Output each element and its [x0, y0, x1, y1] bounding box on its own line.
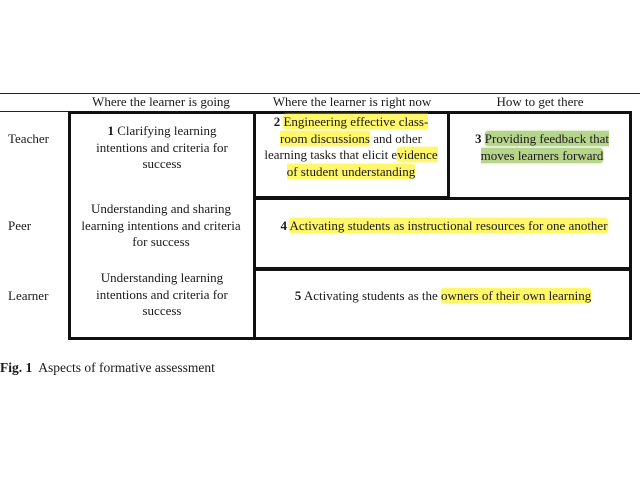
highlight-green: Providing feedback that moves learners forward — [480, 131, 609, 163]
strategy-number: 4 — [280, 218, 287, 233]
figure-label: Fig. 1 — [0, 360, 33, 375]
strategy-number: 3 — [475, 131, 482, 146]
cell-peer-going — [78, 201, 244, 251]
row-label-learner: Learner — [8, 288, 49, 303]
highlight-yellow: owners of their own learning — [441, 288, 592, 303]
row-label-teacher: Teacher — [8, 131, 49, 146]
highlight-yellow: vidence of student understanding — [286, 147, 438, 179]
figure-caption-text: Aspects of formative assessment — [38, 360, 215, 375]
cell-teacher-going — [82, 123, 242, 173]
header-rule — [0, 111, 70, 112]
header-where-going: Where the learner is going — [92, 94, 230, 109]
cell-teacher-there — [460, 131, 624, 164]
highlight-yellow: Engineering effective class-room discussions — [280, 114, 429, 146]
figure-caption — [0, 360, 215, 376]
cell-teacher-now — [260, 114, 442, 180]
row-label-peer: Peer — [8, 218, 32, 233]
strategy-text: Clarifying learning intentions and criteria for success — [96, 123, 228, 171]
cell-peer-combined — [272, 218, 616, 235]
header-how-to-get-there: How to get there — [496, 94, 584, 109]
strategy-number: 1 — [107, 123, 114, 138]
strategy-number: 2 — [273, 114, 281, 129]
strategy-number: 5 — [294, 288, 302, 303]
cell-learner-combined — [262, 288, 624, 305]
strategy-text: Understanding learning intentions and criteria for success — [96, 270, 228, 318]
strategy-text: Understanding and sharing learning intentions and criteria for success — [81, 201, 241, 249]
highlight-yellow: Activating students as instructional resources for one another — [289, 218, 608, 233]
header-where-now: Where the learner is right now — [272, 94, 432, 109]
strategy-text: and other learning tasks that elicit e — [264, 130, 422, 162]
cell-learner-going — [82, 270, 242, 320]
strategy-text: Activating students as the — [303, 288, 438, 303]
